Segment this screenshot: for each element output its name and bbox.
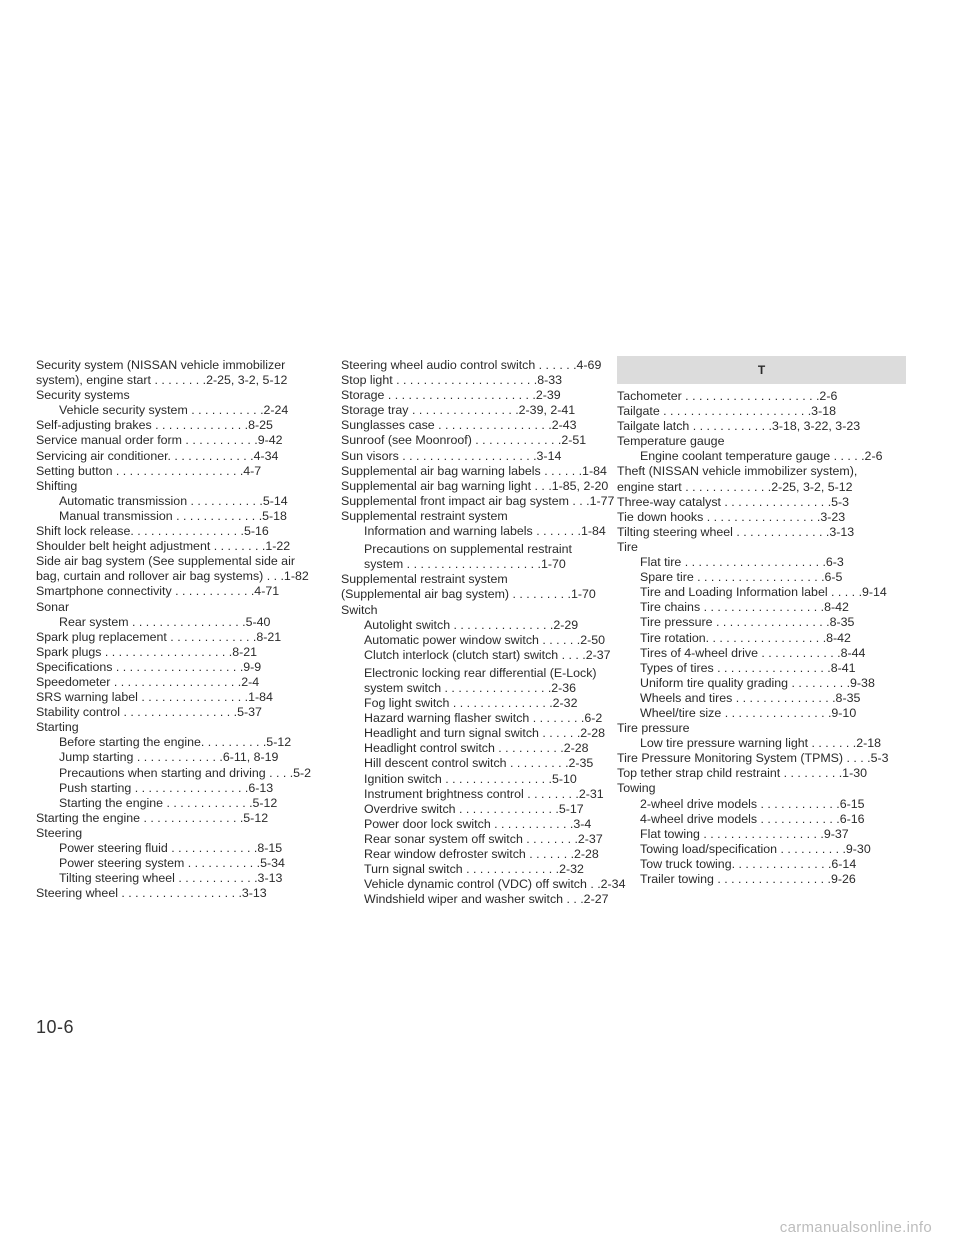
index-entry: Steering <box>36 825 83 840</box>
index-subentry: Trailer towing . . . . . . . . . . . . . . . . .9-26 <box>640 872 856 886</box>
index-subentry: Tire rotation. . . . . . . . . . . . . . . . . .8-42 <box>640 630 851 645</box>
index-subentry: Jump starting . . . . . . . . . . . . .6-11, 8-19 <box>59 750 279 765</box>
index-entry: Shoulder belt height adjustment . . . . . . . .1-22 <box>36 539 291 554</box>
index-subentry: Automatic transmission . . . . . . . . . . .5-14 <box>59 493 288 508</box>
index-entry: Switch <box>341 602 378 617</box>
index-subentry: Tire chains . . . . . . . . . . . . . . . . . .8-42 <box>640 600 849 615</box>
index-entry: Stability control . . . . . . . . . . . . . . . . .5-37 <box>36 705 262 720</box>
index-entry: Supplemental front impact air bag system . . .1-77 <box>341 493 615 508</box>
index-entry: Security system (NISSAN vehicle immobilizer <box>36 358 286 372</box>
index-entry: Temperature gauge <box>617 434 725 449</box>
index-subentry: Windshield wiper and washer switch . . .2-27 <box>364 892 609 907</box>
index-entry: Security systems <box>36 388 130 403</box>
section-letter-header: T <box>617 356 906 384</box>
index-entry: Specifications . . . . . . . . . . . . . . . . . . .9-9 <box>36 659 262 674</box>
index-subentry: Rear sonar system off switch . . . . . . . .2-37 <box>364 831 603 846</box>
index-entry: Service manual order form . . . . . . . . . . .9-42 <box>36 433 283 448</box>
index-entry: Servicing air conditioner. . . . . . . . . . . . .4-34 <box>36 448 279 463</box>
index-subentry: Flat tire . . . . . . . . . . . . . . . . . . . . .6-3 <box>640 555 844 570</box>
index-subentry: Precautions when starting and driving . . . .5-2 <box>59 765 312 780</box>
index-entry: Steering wheel audio control switch . . . . . .4-69 <box>341 358 602 372</box>
index-entry: Storage tray . . . . . . . . . . . . . . . .2-39, 2-41 <box>341 403 576 418</box>
index-subentry: Starting the engine . . . . . . . . . . . . .5-12 <box>59 795 278 810</box>
index-subentry: Autolight switch . . . . . . . . . . . . . . .2-29 <box>364 617 579 632</box>
index-entry: engine start . . . . . . . . . . . . .2-25, 3-2, 5-12 <box>617 479 853 494</box>
index-entry: Sunglasses case . . . . . . . . . . . . . . . . .2-43 <box>341 418 577 433</box>
index-entry: Three-way catalyst . . . . . . . . . . . . . . . .5-3 <box>617 494 850 509</box>
index-subentry: Flat towing . . . . . . . . . . . . . . . . . .9-37 <box>640 826 849 841</box>
index-subentry: Tire and Loading Information label . . . . .9-14 <box>640 585 887 600</box>
index-subentry: Headlight control switch . . . . . . . . . .2-28 <box>364 741 589 756</box>
index-entry: Towing <box>617 781 656 796</box>
index-entry: Self-adjusting brakes . . . . . . . . . . . . . .8-25 <box>36 418 273 433</box>
index-subentry: Towing load/specification . . . . . . . . . .9-30 <box>640 841 871 856</box>
index-column-1 <box>36 358 325 901</box>
index-subentry: Clutch interlock (clutch start) switch . . . .2-37 <box>364 647 611 662</box>
index-entry: Supplemental restraint system <box>341 508 508 523</box>
index-column-3 <box>617 358 906 887</box>
index-subentry: 4-wheel drive models . . . . . . . . . . . .6-16 <box>640 811 865 826</box>
index-entry: Tire Pressure Monitoring System (TPMS) . . . .5-3 <box>617 751 889 766</box>
index-entry: Sun visors . . . . . . . . . . . . . . . . . . . .3-14 <box>341 448 562 463</box>
index-column-2 <box>341 358 630 907</box>
index-entry: Spark plugs . . . . . . . . . . . . . . . . . . .8-21 <box>36 644 258 659</box>
index-subentry: Wheels and tires . . . . . . . . . . . . . . .8-35 <box>640 690 861 705</box>
index-subentry: Precautions on supplemental restraint <box>364 542 573 557</box>
index-entry: Tire pressure <box>617 721 690 736</box>
index-subentry: Tow truck towing. . . . . . . . . . . . . . .6-14 <box>640 856 857 871</box>
index-subentry: Rear system . . . . . . . . . . . . . . . . .5-40 <box>59 614 271 629</box>
index-entry: Shifting <box>36 478 78 493</box>
index-subentry: Tire pressure . . . . . . . . . . . . . . . . .8-35 <box>640 615 855 630</box>
page-number: 10-6 <box>36 1017 75 1037</box>
index-subentry: Rear window defroster switch . . . . . . .2-28 <box>364 847 599 861</box>
index-entry: Supplemental restraint system <box>341 572 508 587</box>
index-entry: SRS warning label . . . . . . . . . . . . . . . .1-84 <box>36 690 273 705</box>
index-entry: Storage . . . . . . . . . . . . . . . . . . . . . .2-39 <box>341 388 561 403</box>
index-subentry: Automatic power window switch . . . . . .2-50 <box>364 632 606 647</box>
index-subentry: Push starting . . . . . . . . . . . . . . . . .6-13 <box>59 780 274 795</box>
index-entry: (Supplemental air bag system) . . . . . . . . .1-70 <box>341 587 596 602</box>
index-subentry: Instrument brightness control . . . . . . . .2-31 <box>364 786 604 801</box>
index-entry: Side air bag system (See supplemental side air <box>36 554 295 569</box>
index-entry: Shift lock release. . . . . . . . . . . . . . . . .5-16 <box>36 524 269 539</box>
index-subentry: Information and warning labels . . . . . . .1-84 <box>364 524 606 539</box>
index-subentry: Tires of 4-wheel drive . . . . . . . . . . . .8-44 <box>640 645 866 660</box>
index-subentry: Wheel/tire size . . . . . . . . . . . . . . . .9-10 <box>640 705 857 720</box>
index-entry: Starting <box>36 720 79 735</box>
index-subentry: Spare tire . . . . . . . . . . . . . . . . . . .6-5 <box>640 570 843 585</box>
index-subentry: Vehicle dynamic control (VDC) off switch . .2-34 <box>364 877 626 892</box>
index-subentry: Headlight and turn signal switch . . . . . .2-28 <box>364 726 606 741</box>
index-entry: Supplemental air bag warning light . . .1-85, 2-20 <box>341 478 609 493</box>
index-subentry: Electronic locking rear differential (E-Lock) <box>364 665 597 680</box>
index-subentry: Hazard warning flasher switch . . . . . . . .6-2 <box>364 711 603 726</box>
index-subentry: Types of tires . . . . . . . . . . . . . . . . .8-41 <box>640 660 856 675</box>
index-entry: Tailgate . . . . . . . . . . . . . . . . . . . . . .3-18 <box>617 404 836 419</box>
index-entry: Speedometer . . . . . . . . . . . . . . . . . . .2-4 <box>36 674 260 689</box>
index-subentry: Low tire pressure warning light . . . . . . .2-18 <box>640 736 882 751</box>
index-entry: system), engine start . . . . . . . .2-25, 3-2, 5-12 <box>36 373 288 388</box>
index-subentry: system switch . . . . . . . . . . . . . . . .2-36 <box>364 680 577 695</box>
index-subentry: Hill descent control switch . . . . . . . . .2-35 <box>364 756 594 771</box>
index-entry: Tie down hooks . . . . . . . . . . . . . . . . .3-23 <box>617 509 846 524</box>
index-subentry: Vehicle security system . . . . . . . . . . .2-24 <box>59 403 289 418</box>
index-subentry: Ignition switch . . . . . . . . . . . . . . . .5-10 <box>364 771 577 786</box>
index-entry: Smartphone connectivity . . . . . . . . . . . .4-71 <box>36 584 280 599</box>
index-entry: Steering wheel . . . . . . . . . . . . . . . . . .3-13 <box>36 886 267 901</box>
index-entry: Sonar <box>36 599 70 614</box>
index-entry: Starting the engine . . . . . . . . . . . . . . .5-12 <box>36 810 269 825</box>
index-subentry: 2-wheel drive models . . . . . . . . . . . .6-15 <box>640 796 865 811</box>
index-subentry: Uniform tire quality grading . . . . . . . . .9-38 <box>640 675 875 690</box>
watermark-link[interactable]: carmanualsonline.info <box>779 1219 932 1236</box>
index-entry: Tailgate latch . . . . . . . . . . . .3-18, 3-22, 3-23 <box>617 419 861 434</box>
index-entry: Setting button . . . . . . . . . . . . . . . . . . .4-7 <box>36 463 262 478</box>
index-entry: Sunroof (see Moonroof) . . . . . . . . . . . . .2-51 <box>341 433 587 448</box>
index-entry: Stop light . . . . . . . . . . . . . . . . . . . . .8-33 <box>341 373 563 388</box>
index-entry: Tire <box>617 539 638 554</box>
index-subentry: Power steering system . . . . . . . . . . .5-34 <box>59 856 285 871</box>
index-subentry: Fog light switch . . . . . . . . . . . . . . .2-32 <box>364 696 578 711</box>
index-subentry: Tilting steering wheel . . . . . . . . . . . .3-13 <box>59 871 283 886</box>
index-entry: bag, curtain and rollover air bag systems) . . .1-82 <box>36 569 309 584</box>
index-subentry: Power door lock switch . . . . . . . . . . . .3-4 <box>364 816 592 831</box>
index-entry: Top tether strap child restraint . . . . . . . . .1-30 <box>617 766 867 781</box>
index-subentry: Overdrive switch . . . . . . . . . . . . . . .5-17 <box>364 801 584 816</box>
index-entry: Supplemental air bag warning labels . . . . . .1-84 <box>341 463 607 478</box>
index-subentry: Manual transmission . . . . . . . . . . . . .5-18 <box>59 508 287 523</box>
index-entry: Spark plug replacement . . . . . . . . . . . . .8-21 <box>36 629 282 644</box>
index-entry: Theft (NISSAN vehicle immobilizer system), <box>617 464 858 479</box>
index-entry: Tilting steering wheel . . . . . . . . . . . . . .3-13 <box>617 524 855 539</box>
index-subentry: system . . . . . . . . . . . . . . . . . . . .1-70 <box>364 557 566 572</box>
index-entry: Tachometer . . . . . . . . . . . . . . . . . . . .2-6 <box>617 389 838 403</box>
index-subentry: Before starting the engine. . . . . . . . . .5-12 <box>59 735 292 750</box>
index-subentry: Engine coolant temperature gauge . . . . .2-6 <box>640 449 883 464</box>
index-subentry: Power steering fluid . . . . . . . . . . . . .8-15 <box>59 841 283 855</box>
index-subentry: Turn signal switch . . . . . . . . . . . . . .2-32 <box>364 862 584 877</box>
